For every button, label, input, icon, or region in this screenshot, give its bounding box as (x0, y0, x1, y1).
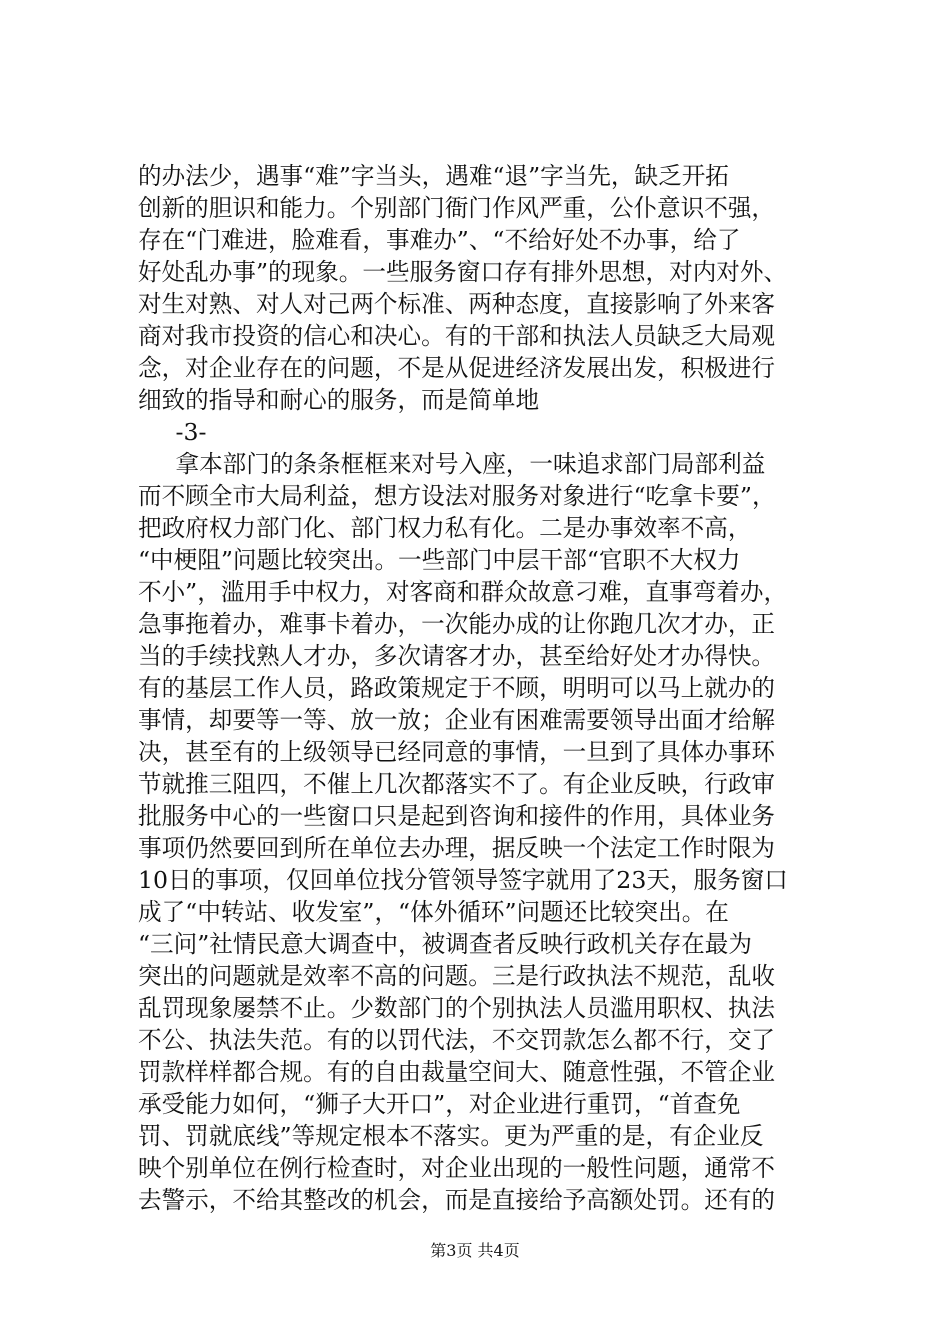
text-line: 的办法少，遇事“难”字当头，遇难“退”字当先，缺乏开拓 (138, 162, 729, 190)
text-line: 事项仍然要回到所在单位去办理，据反映一个法定工作时限为 (138, 834, 776, 862)
text-line: 存在“门难进，脸难看，事难办”、“不给好处不办事，给了 (138, 226, 741, 254)
text-line: 急事拖着办，难事卡着办，一次能办成的让你跑几次才办，正 (138, 610, 776, 638)
text-line: 念，对企业存在的问题，不是从促进经济发展出发，积极进行 (138, 354, 776, 382)
text-line: 罚、罚就底线”等规定根本不落实。更为严重的是，有企业反 (138, 1122, 764, 1150)
text-line: 不小”，滥用手中权力，对客商和群众故意刁难，直事弯着办， (138, 578, 788, 606)
text-line: 事情，却要等一等、放一放；企业有困难需要领导出面才给解 (138, 706, 776, 734)
text-line: 好处乱办事”的现象。一些服务窗口存有排外思想，对内对外、 (138, 258, 788, 286)
text-line: 拿本部门的条条框框来对号入座，一味追求部门局部利益 (138, 450, 766, 478)
text-line: 对生对熟、对人对己两个标准、两种态度，直接影响了外来客 (138, 290, 776, 318)
body-text (138, 160, 828, 1216)
text-line: 商对我市投资的信心和决心。有的干部和执法人员缺乏大局观 (138, 322, 776, 350)
text-line: 承受能力如何，“狮子大开口”，对企业进行重罚，“首查免 (138, 1090, 741, 1118)
text-line: 映个别单位在例行检查时，对企业出现的一般性问题，通常不 (138, 1154, 776, 1182)
text-line: 10日的事项，仅回单位找分管领导签字就用了23天，服务窗口 (138, 866, 788, 894)
page-footer: 第3页 共4页 (430, 1241, 520, 1260)
text-line: 批服务中心的一些窗口只是起到咨询和接件的作用，具体业务 (138, 802, 776, 830)
text-line: 把政府权力部门化、部门权力私有化。二是办事效率不高， (138, 514, 752, 542)
text-line: 决，甚至有的上级领导已经同意的事情，一旦到了具体办事环 (138, 738, 776, 766)
text-line: 而不顾全市大局利益，想方设法对服务对象进行“吃拿卡要”， (138, 482, 776, 510)
text-line: 有的基层工作人员，路政策规定于不顾，明明可以马上就办的 (138, 674, 776, 702)
text-line: 不公、执法失范。有的以罚代法，不交罚款怎么都不行，交了 (138, 1026, 776, 1054)
text-line: 节就推三阻四，不催上几次都落实不了。有企业反映，行政审 (138, 770, 776, 798)
text-line: 成了“中转站、收发室”，“体外循环”问题还比较突出。在 (138, 898, 729, 926)
text-line: 乱罚现象屡禁不止。少数部门的个别执法人员滥用职权、执法 (138, 994, 776, 1022)
text-line: 细致的指导和耐心的服务，而是简单地 (138, 386, 540, 414)
text-line: 突出的问题就是效率不高的问题。三是行政执法不规范，乱收 (138, 962, 776, 990)
text-line: 当的手续找熟人才办，多次请客才办，甚至给好处才办得快。 (138, 642, 776, 670)
text-line: 去警示，不给其整改的机会，而是直接给予高额处罚。还有的 (138, 1186, 776, 1214)
text-line: “中梗阻”问题比较突出。一些部门中层干部“官职不大权力 (138, 546, 741, 574)
text-line: “三问”社情民意大调查中，被调查者反映行政机关存在最为 (138, 930, 752, 958)
text-line: 创新的胆识和能力。个别部门衙门作风严重，公仆意识不强， (138, 194, 776, 222)
text-line: 罚款样样都合规。有的自由裁量空间大、随意性强，不管企业 (138, 1058, 776, 1086)
page-marker: -3- (138, 418, 207, 446)
